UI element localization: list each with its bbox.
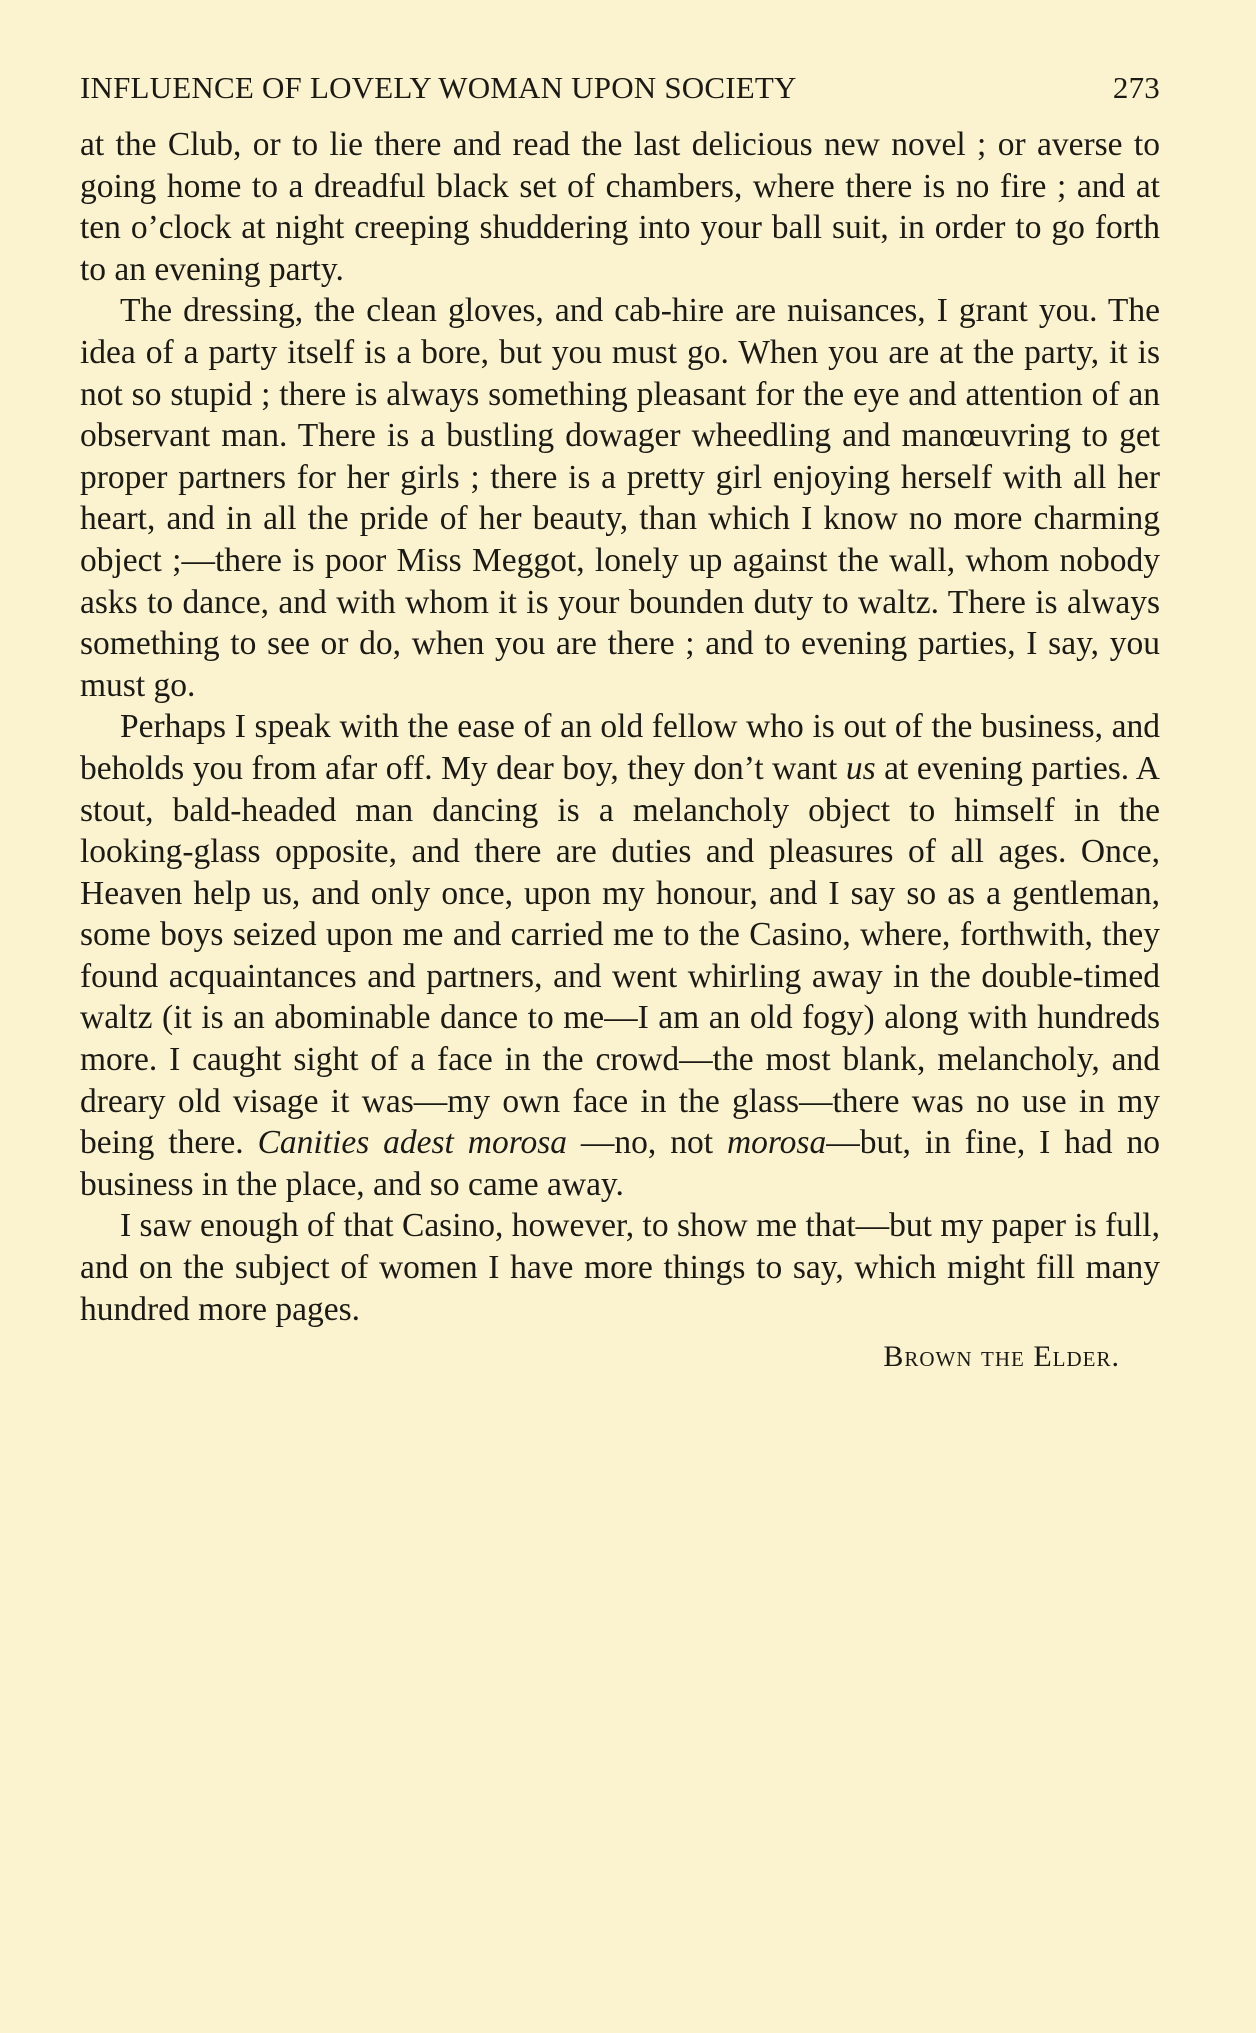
page-number: 273 bbox=[1112, 70, 1160, 105]
book-page bbox=[80, 70, 1160, 1374]
italic-us: us bbox=[845, 749, 876, 787]
paragraph-3-part-d: —but, in fine, I had no business in the place, and so came away. bbox=[80, 1124, 1160, 1203]
paragraph-3-part-c: —no, not bbox=[567, 1124, 727, 1162]
body-text bbox=[80, 124, 1160, 1330]
author-signature: Brown the Elder. bbox=[883, 1340, 1120, 1374]
paragraph-1: at the Club, or to lie there and read the last delicious new novel ; or averse to going home to a dreadful black set of chambers, where there is no fire ; and at ten o’clock at night creeping shuddering into your ball suit, in order to go forth to an evening party. bbox=[80, 126, 1160, 288]
paragraph-3-part-b: at evening parties. A stout, bald-headed man dancing is a melancholy object to himself in the looking-glass opposite, and there are duties and pleasures of all ages. Once, Heaven help us, and only once, upon my honour, and I say so as a gentleman, some boys seized upon me and carried me to the Casino, where, forthwith, they found acquaintances and partners, and went whirling away in the double-timed waltz (it is an abominable dance to me—I am an old fogy) along with hundreds more. I caught sight of a face in the crowd—the most blank, melancholy, and dreary old visage it was—my own face in the glass—there was no use in my being there. bbox=[80, 749, 1160, 1162]
italic-latin-quote: Canities adest morosa bbox=[257, 1124, 568, 1162]
italic-morosa: morosa bbox=[726, 1124, 827, 1162]
paragraph-2: The dressing, the clean gloves, and cab-hire are nuisances, I grant you. The idea of a party itself is a bore, but you must go. When you are at the party, it is not so stupid ; there is always something pleasant for the eye and attention of an observant man. There is a bustling dowager wheedling and manœuvring to get proper partners for her girls ; there is a pretty girl enjoying herself with all her heart, and in all the pride of her beauty, than which I know no more charming object ;—there is poor Miss Meggot, lonely up against the wall, whom nobody asks to dance, and with whom it is your bounden duty to waltz. There is always something to see or do, when you are there ; and to evening parties, I say, you must go. bbox=[80, 292, 1160, 704]
running-head-title: INFLUENCE OF LOVELY WOMAN UPON SOCIETY bbox=[80, 70, 797, 105]
paragraph-4: I saw enough of that Casino, however, to show me that—but my paper is full, and on the subject of women I have more things to say, which might fill many hundred more pages. bbox=[80, 1207, 1160, 1328]
paragraph-3-part-a: Perhaps I speak with the ease of an old fellow who is out of the business, and beholds you from afar off. My dear boy, they don’t want bbox=[80, 708, 1160, 787]
paragraph-3 bbox=[80, 706, 1160, 1205]
running-head bbox=[80, 70, 1160, 106]
